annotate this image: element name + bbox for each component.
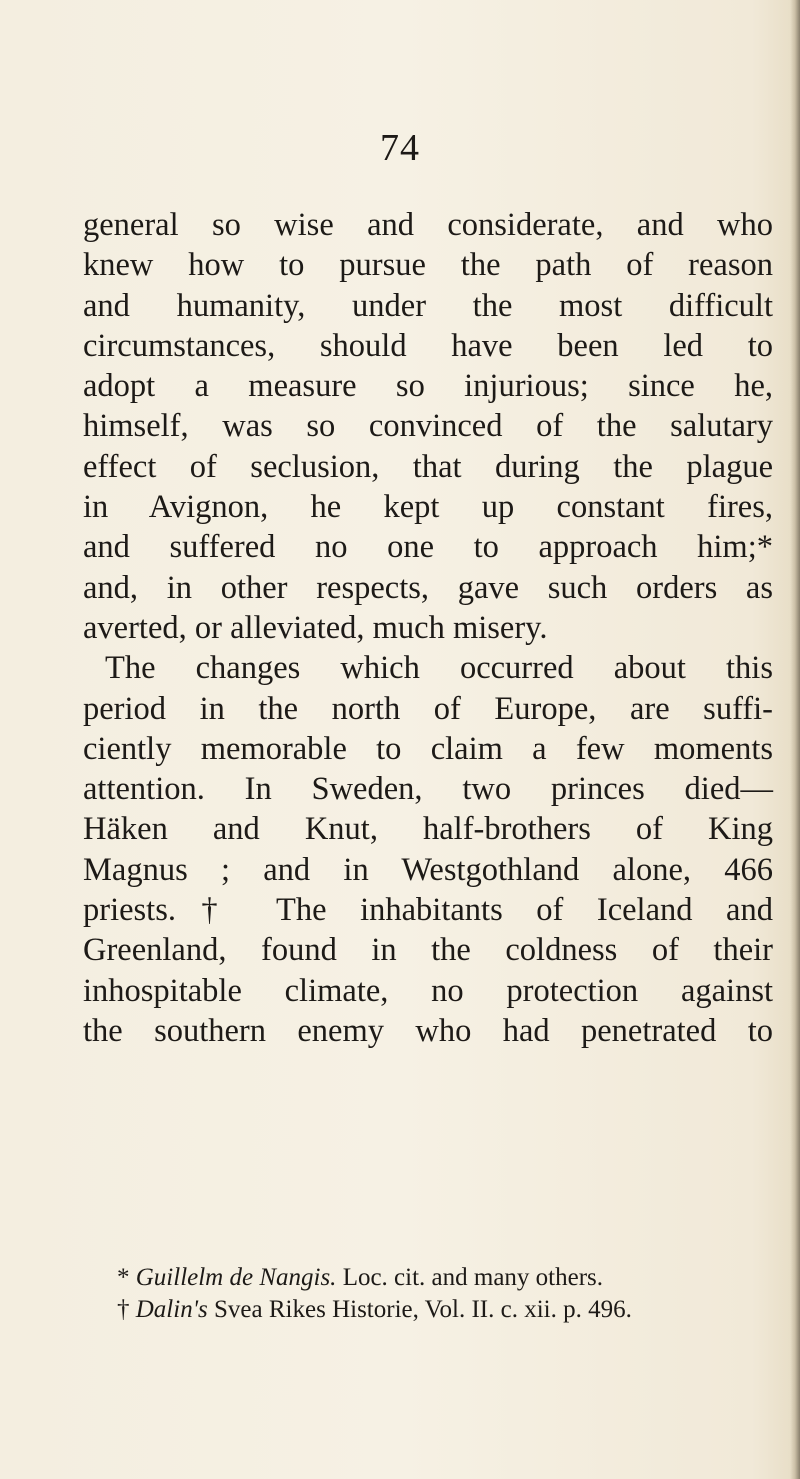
text-line: effect of seclusion, that during the plague: [83, 448, 773, 485]
text-line: general so wise and considerate, and who: [83, 207, 773, 243]
text-line: and humanity, under the most difficult: [83, 287, 773, 324]
footnote-author: Dalin's: [135, 1296, 208, 1323]
text-line: inhospitable climate, no protection against: [83, 972, 773, 1009]
text-line: and suffered no one to approach him;*: [83, 529, 773, 566]
text-line: ciently memorable to claim a few moments: [83, 730, 773, 767]
text-line: and, in other respects, gave such orders as: [83, 569, 773, 606]
body-text: [83, 205, 773, 1051]
text-line: Häken and Knut, half-brothers of King: [83, 811, 773, 848]
text-line: attention. In Sweden, two princes died—: [83, 771, 773, 808]
text-line: period in the north of Europe, are suffi-: [83, 690, 773, 727]
text-line: priests.† The inhabitants of Iceland and: [83, 892, 773, 929]
text-line: Magnus ; and in Westgothland alone, 466: [83, 851, 773, 888]
footnotes: [117, 1262, 757, 1326]
text-line: averted, or alleviated, much misery.: [83, 609, 548, 646]
text-line: circumstances, should have been led to: [83, 327, 773, 364]
text-line: adopt a measure so injurious; since he,: [83, 368, 773, 405]
page-edge-shadow: [790, 0, 800, 1479]
page-number: 74: [380, 127, 420, 169]
footnote-marker: †: [117, 1296, 130, 1323]
text-line: The changes which occurred about this: [105, 650, 773, 687]
footnote-2: [117, 1294, 757, 1326]
footnote-text: Svea Rikes Historie, Vol. II. c. xii. p. 496.: [214, 1296, 632, 1323]
text-line: in Avignon, he kept up constant fires,: [83, 489, 773, 526]
text-line: knew how to pursue the path of reason: [83, 247, 773, 284]
footnote-text: Loc. cit. and many others.: [342, 1264, 604, 1291]
footnote-marker: *: [117, 1264, 130, 1291]
text-line: the southern enemy who had penetrated to: [83, 1012, 773, 1049]
footnote-author: Guillelm de Nangis.: [135, 1264, 337, 1291]
footnote-1: [117, 1262, 757, 1294]
text-line: Greenland, found in the coldness of their: [83, 932, 773, 969]
text-line: himself, was so convinced of the salutary: [83, 408, 773, 445]
